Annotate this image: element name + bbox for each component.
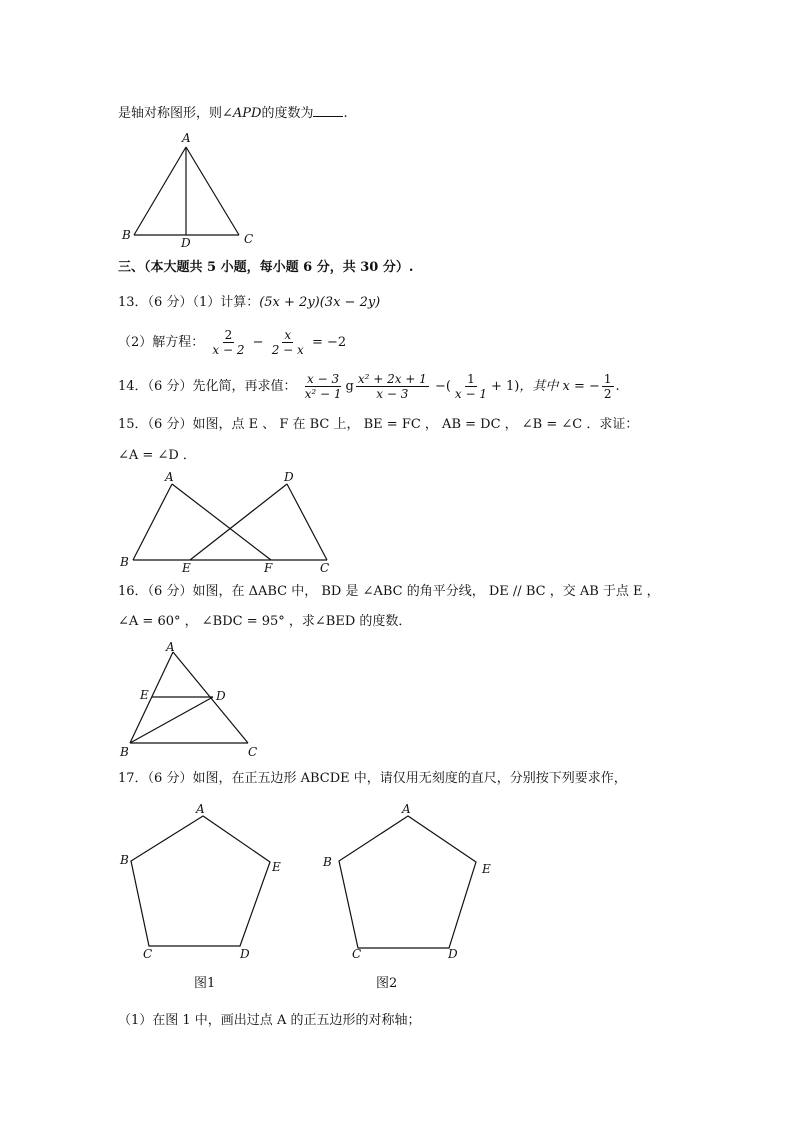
- fig17-1-label-c: C: [143, 947, 153, 961]
- fig17-1-label-d: D: [240, 947, 250, 961]
- fig17-pentagon-2: [339, 816, 476, 948]
- q13-part1: 13．（6 分）（1）计算：(5x + 2y)(3x − 2y): [118, 295, 381, 310]
- fig15-label-e: E: [182, 561, 191, 575]
- q14: 14．（6 分）先化简，再求值： $\frac{x - 3}{\text{x² − 1}}$ g $\frac{\text{x² + 2x + 1}}{x - 3}$ −( $\frac{1}{x - 1}$ + 1)，其中 x = − $\frac{1}{2}$ .: [118, 372, 620, 401]
- fig17-pentagon-1: [131, 816, 270, 946]
- fig15-label-c: C: [320, 561, 330, 575]
- fig17-2-label-b: B: [323, 855, 332, 869]
- q12-tail: 是轴对称图形，则∠APD的度数为 .: [118, 106, 348, 121]
- fig17-caption-1: 图1: [194, 976, 216, 991]
- q17-part1: （1）在图 1 中，画出过点 A 的正五边形的对称轴；: [118, 1013, 421, 1028]
- fig12-label-c: C: [244, 232, 254, 246]
- fig17-2-label-d: D: [448, 947, 458, 961]
- fig15-side-ab: [133, 484, 172, 560]
- answer-blank: [313, 104, 343, 117]
- fig17-1-label-e: E: [272, 860, 281, 874]
- fig16-label-e: E: [140, 688, 149, 702]
- fig16-side-ab: [130, 652, 173, 743]
- fig15-side-ed: [190, 484, 287, 560]
- fig12-side-ab: [134, 147, 186, 235]
- q13-part2: （2）解方程： $\frac{2}{x - 2}$ − $\frac{x}{2 - x}$ = −2: [118, 328, 347, 357]
- fig17-2-label-e: E: [482, 862, 491, 876]
- q13-frac2: $\frac{x}{2 - x}$: [271, 328, 304, 357]
- fig17-1-label-a: A: [196, 802, 205, 816]
- fig16-label-b: B: [120, 745, 129, 759]
- q16-line1: 16．（6 分）如图，在 ΔABC 中， BD 是 ∠ABC 的角平分线， DE // BC ，交 AB 于点 E ，: [118, 584, 660, 599]
- fig16-label-a: A: [166, 640, 175, 654]
- fig12-label-b: B: [122, 228, 131, 242]
- fig17-1-label-b: B: [120, 853, 129, 867]
- fig15-label-b: B: [120, 555, 129, 569]
- fig15-label-f: F: [264, 561, 273, 575]
- fig15-label-d: D: [284, 470, 294, 484]
- fig12-label-a: A: [182, 131, 191, 145]
- fig16-segment-bd: [130, 697, 213, 743]
- q15-line2: ∠A = ∠D ．: [118, 448, 196, 463]
- fig15-label-a: A: [165, 470, 174, 484]
- q13-frac1: $\frac{2}{x - 2}$: [212, 328, 245, 357]
- q16-line2: ∠A = 60° ， ∠BDC = 95° ，求∠BED 的度数．: [118, 614, 412, 629]
- fig16-side-ac: [173, 652, 248, 743]
- q15-line1: 15．（6 分）如图，点 E 、 F 在 BC 上， BE = FC ， AB = DC ， ∠B = ∠C ．求证：: [118, 417, 639, 432]
- fig15-side-dc: [287, 484, 327, 560]
- fig17-2-label-a: A: [402, 802, 411, 816]
- fig16-label-d: D: [216, 689, 226, 703]
- fig15-side-af: [172, 484, 271, 560]
- fig17-2-label-c: C: [352, 947, 362, 961]
- fig16-label-c: C: [248, 745, 258, 759]
- section3-title: 三、（本大题共 5 小题，每小题 6 分，共 30 分）.: [118, 260, 414, 275]
- q17-line1: 17．（6 分）如图，在正五边形 ABCDE 中，请仅用无刻度的直尺，分别按下列要求作，: [118, 771, 627, 786]
- fig12-label-d: D: [181, 236, 191, 250]
- fig12-side-ac: [186, 147, 239, 235]
- fig17-caption-2: 图2: [376, 976, 398, 991]
